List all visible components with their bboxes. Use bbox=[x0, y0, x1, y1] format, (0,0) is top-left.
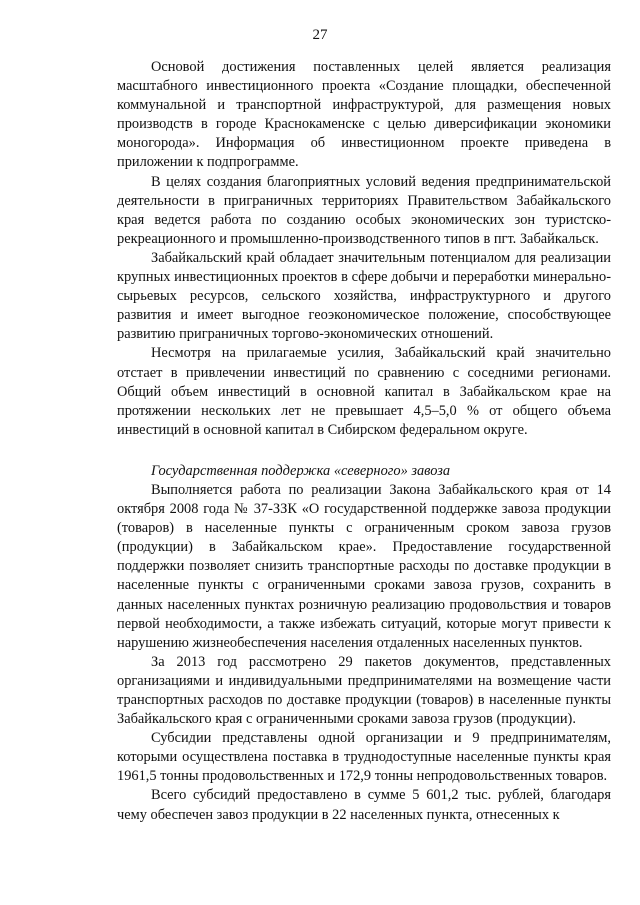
paragraph-2013-documents: За 2013 год рассмотрено 29 пакетов документов, представленных организациями и индивидуальными предпринимателями на возмещение части транспортных расходов по доставке продукции (товаров) в населенные пункты Забайкальского края с ограниченными сроками завоза грузов (продукции). bbox=[117, 653, 611, 728]
paragraph-law-implementation: Выполняется работа по реализации Закона Забайкальского края от 14 октября 2008 года № 37-ЗЗК «О государственной поддержке завоза продукции (товаров) в населенные пункты с ограниченным сроком завоза грузов (продукции) в Забайкальском крае». Предоставление государственной поддержки позволяет снизить транспортные расходы по доставке продукции в населенные пункты с ограниченными сроками завоза грузов, сохранить в данных населенных пунктах розничную реализацию продовольствия и товаров первой необходимости, а также избежать ситуаций, которые могут привести к нарушению жизнеобеспечения населения отдаленных населенных пунктов. bbox=[117, 481, 611, 651]
paragraph-investment-project: Основой достижения поставленных целей является реализация масштабного инвестиционного проекта «Создание площадки, обеспеченной коммунальной и транспортной инфраструктурой, для размещения новых производств в городе Краснокаменске с целью диверсификации экономики моногорода». Информация об инвестиционном проекте приведена в приложении к подпрограмме. bbox=[117, 59, 611, 171]
document-body bbox=[117, 58, 611, 825]
paragraph-subsidies-total: Всего субсидий предоставлено в сумме 5 601,2 тыс. рублей, благодаря чему обеспечен завоз продукции в 22 населенных пункта, отнесенных к bbox=[117, 787, 611, 823]
paragraph-region-potential: Забайкальский край обладает значительным потенциалом для реализации крупных инвестиционных проектов в сфере добычи и переработки минерально-сырьевых ресурсов, сельского хозяйства, инфраструктурного и другого развития и имеет выгодное геоэкономическое положение, способствующее развитию приграничных торгово-экономических отношений. bbox=[117, 249, 611, 343]
paragraph-subsidies-recipients: Субсидии представлены одной организации и 9 предпринимателям, которыми осуществлена поставка в труднодоступные населенные пункты края 1961,5 тонны продовольственных и 172,9 тонны непродовольственных товаров. bbox=[117, 730, 611, 785]
paragraph-special-economic-zones: В целях создания благоприятных условий ведения предпринимательской деятельности в приграничных территориях Правительством Забайкальского края ведется работа по созданию особых экономических зон туристско-рекреационного и промышленно-производственного типов в пгт. Забайкальск. bbox=[117, 173, 611, 247]
section-heading: Государственная поддержка «северного» завоза bbox=[151, 462, 451, 479]
page-number: 27 bbox=[312, 27, 328, 43]
paragraph-investment-lag: Несмотря на прилагаемые усилия, Забайкальский край значительно отстает в привлечении инвестиций по сравнению с соседними регионами. Общий объем инвестиций в основной капитал в Забайкальском крае на протяжении нескольких лет не превышает 4,5–5,0 % от общего объема инвестиций в основной капитал в Сибирском федеральном округе. bbox=[117, 345, 611, 438]
